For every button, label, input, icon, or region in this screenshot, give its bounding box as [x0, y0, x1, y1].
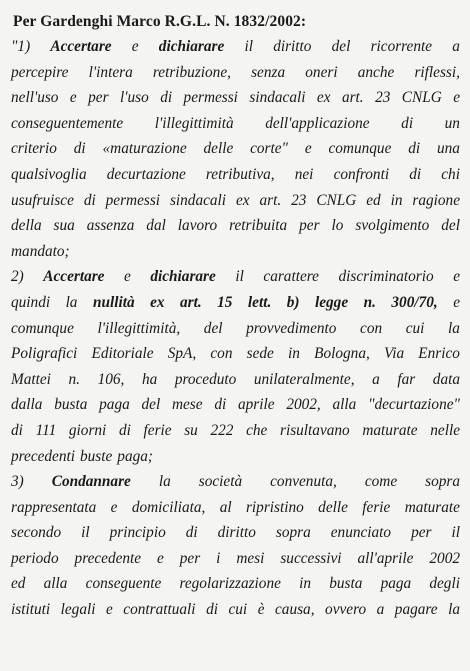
word: 23 [375, 89, 391, 107]
word: secondo [11, 524, 62, 542]
word: delle [318, 498, 348, 516]
word: retribuita [229, 217, 288, 235]
word: pagare [394, 601, 438, 619]
word: e [105, 601, 113, 619]
word: dell'applicazione [265, 114, 370, 132]
bold-word: dichiarare [158, 38, 225, 55]
word: l'intera [88, 63, 133, 81]
bold-word: dichiarare [150, 268, 216, 286]
bold-word: legge [314, 293, 349, 311]
word: ex [316, 89, 331, 107]
bold-word: 300/70, [391, 293, 438, 311]
word: diritto [273, 38, 312, 55]
word: Via [383, 345, 405, 363]
word: e [110, 498, 118, 516]
word: CNLG [401, 89, 442, 107]
word: la [65, 293, 78, 311]
text-line [11, 264, 460, 290]
word: data [432, 370, 460, 388]
word: senza [251, 63, 286, 81]
word: legali [60, 601, 96, 619]
word: sindacali [249, 89, 306, 107]
word: svolgimento [355, 217, 430, 235]
word: Poligrafici [11, 345, 78, 363]
word: ed [11, 575, 26, 593]
word: diritto [217, 524, 256, 542]
word: chi [441, 165, 460, 183]
word: paga [380, 575, 412, 593]
word: dalla [11, 396, 43, 414]
word: e [453, 293, 460, 311]
word: Mattei [11, 370, 51, 388]
word: cui [405, 319, 425, 337]
word: all'aprile [357, 549, 414, 567]
word: la [448, 601, 460, 619]
text-line [11, 34, 460, 60]
word: nell'uso [11, 89, 59, 107]
word: confronti [333, 165, 390, 183]
word: il [81, 524, 90, 542]
word: art. [341, 89, 364, 107]
word: maturate [404, 498, 460, 516]
word: criterio [11, 140, 57, 158]
word: conseguente [85, 575, 162, 593]
text-line [11, 367, 460, 393]
word: paga; [117, 447, 153, 465]
word: e [124, 268, 131, 286]
word: ricorrente [370, 38, 433, 55]
word: per [88, 89, 109, 107]
word: maturate [362, 421, 418, 439]
word: sopra [275, 524, 311, 542]
word: percepire [11, 63, 69, 81]
word: in [390, 191, 403, 209]
word: carattere [263, 268, 319, 286]
word: precedente [74, 549, 142, 567]
text-line [11, 341, 460, 367]
word: del [141, 396, 161, 414]
word: 23 [291, 191, 307, 209]
word: di [83, 191, 96, 209]
word: di [214, 396, 227, 414]
word: è [257, 601, 265, 619]
word: retributiva, [205, 165, 275, 183]
word: usufruisce [11, 191, 74, 209]
word: nei [294, 165, 314, 183]
word: principio [109, 524, 166, 542]
bold-word: 15 [217, 293, 233, 311]
word: riflessi, [414, 63, 460, 81]
word: cui [228, 601, 248, 619]
word: successivi [280, 549, 342, 567]
word: quindi [11, 293, 51, 311]
text-line [11, 392, 460, 418]
word: "decurtazione" [368, 396, 460, 414]
word: Bologna, [314, 345, 370, 363]
word: di [408, 140, 421, 158]
word: alla [332, 396, 357, 414]
text-line [11, 444, 460, 470]
word: «maturazione [102, 140, 187, 158]
document-heading: Per Gardenghi Marco R.G.L. N. 1832/2002: [13, 13, 307, 30]
word: CNLG [316, 191, 357, 209]
word: a [452, 38, 460, 55]
text-line [11, 495, 460, 521]
word: di [160, 89, 173, 107]
word: di [11, 421, 23, 439]
text-line [11, 520, 460, 546]
word: di [206, 601, 218, 619]
word: del [441, 217, 460, 235]
word: far [397, 370, 416, 388]
word: ripristino [245, 498, 304, 516]
word: regolarizzazione [179, 575, 281, 593]
word: società [198, 473, 243, 491]
text-line [11, 239, 460, 265]
word: ferie [143, 421, 172, 439]
word: di [118, 421, 131, 439]
word: ed [366, 191, 381, 209]
word: 2002, [286, 396, 321, 414]
bold-word: lett. [247, 293, 272, 311]
bold-word: nullità [92, 293, 135, 311]
text-line [11, 136, 460, 162]
word: l'illegittimità, [97, 319, 181, 337]
word: di [73, 140, 86, 158]
word: a [372, 370, 380, 388]
word: paga [99, 396, 130, 414]
word: comunque [11, 319, 74, 337]
word: proceduto [174, 370, 237, 388]
bold-word: n. [363, 293, 376, 311]
word: comunque [328, 140, 392, 158]
word: art. [259, 191, 282, 209]
word: conseguentemente [11, 114, 124, 132]
word: un [444, 114, 460, 132]
word: permessi [105, 191, 161, 209]
word: assenza [86, 217, 135, 235]
word: convenuta, [270, 473, 337, 491]
word: Editoriale [91, 345, 154, 363]
word: su [184, 421, 198, 439]
bold-word: ex [150, 293, 165, 311]
word: Enrico [418, 345, 460, 363]
word: l'uso [119, 89, 149, 107]
word: permessi [183, 89, 238, 107]
text-line [11, 213, 460, 239]
bold-word: art. [180, 293, 202, 311]
word: buste [80, 447, 113, 465]
word: SpA, [167, 345, 197, 363]
word: e [304, 140, 312, 158]
bold-word: Condannare [51, 473, 131, 491]
text-line [11, 469, 460, 495]
text-line [11, 60, 460, 86]
word: oneri [305, 63, 338, 81]
word: retribuzione, [152, 63, 231, 81]
text-line [11, 85, 460, 111]
bold-word: Accertare [43, 268, 105, 286]
word: degli [429, 575, 460, 593]
word: ragione [412, 191, 460, 209]
word: precedenti [11, 447, 75, 465]
word: in [299, 575, 311, 593]
word: 2) [11, 268, 24, 286]
word: delle [203, 140, 234, 158]
word: qualsivoglia [11, 165, 87, 183]
word: del [331, 38, 351, 55]
word: l'illegittimità [154, 114, 234, 132]
word: risultavano [280, 421, 350, 439]
word: di [401, 114, 414, 132]
word: 106, [97, 370, 125, 388]
word: una [436, 140, 460, 158]
word: 2002 [429, 549, 460, 567]
word: lavoro [177, 217, 218, 235]
bold-word: Accertare [50, 38, 112, 55]
word: alla [43, 575, 68, 593]
word: la [158, 473, 171, 491]
word: "1) [11, 38, 31, 55]
word: 222 [210, 421, 234, 439]
text-line [11, 290, 460, 316]
word: 111 [35, 421, 57, 439]
word: per [299, 217, 320, 235]
text-line [11, 546, 460, 572]
word: con [210, 345, 233, 363]
document-body [11, 34, 460, 623]
text-line [11, 597, 460, 623]
word: sindacali [169, 191, 227, 209]
bold-word: b) [286, 293, 300, 311]
word: in [288, 345, 300, 363]
word: ovvero [325, 601, 367, 619]
word: aprile [238, 396, 275, 414]
word: busta [54, 396, 88, 414]
word: provvedimento [246, 319, 337, 337]
word: periodo [11, 549, 59, 567]
word: e [453, 268, 460, 286]
word: per [411, 524, 432, 542]
word: i [216, 549, 221, 567]
word: giorni [68, 421, 107, 439]
word: 3) [11, 473, 24, 491]
word: ferie [362, 498, 391, 516]
text-line [11, 418, 460, 444]
word: nelle [430, 421, 460, 439]
word: contrattuali [123, 601, 196, 619]
word: ha [141, 370, 158, 388]
word: di [409, 165, 422, 183]
word: il [235, 268, 244, 286]
word: enunciato [330, 524, 392, 542]
text-line [11, 111, 460, 137]
word: domiciliata, [131, 498, 206, 516]
text-line [11, 162, 460, 188]
word: di [185, 524, 198, 542]
word: busta [329, 575, 363, 593]
word: il [244, 38, 253, 55]
word: rappresentata [11, 498, 97, 516]
word: mesi [236, 549, 265, 567]
word: del [203, 319, 223, 337]
word: la [448, 319, 460, 337]
word: decurtazione [106, 165, 186, 183]
word: e [453, 89, 460, 107]
word: anche [357, 63, 395, 81]
word: per [179, 549, 201, 567]
word: corte" [250, 140, 288, 158]
word: a [376, 601, 385, 619]
word: con [360, 319, 383, 337]
word: istituti [11, 601, 51, 619]
word: e [69, 89, 77, 107]
word: e [131, 38, 139, 55]
word: mandato; [11, 242, 70, 260]
word: n. [68, 370, 80, 388]
word: il [451, 524, 460, 542]
text-line [11, 571, 460, 597]
text-line [11, 316, 460, 342]
word: sede [246, 345, 274, 363]
word: sua [53, 217, 75, 235]
word: al [219, 498, 232, 516]
word: lo [331, 217, 344, 235]
word: unilateralmente, [253, 370, 355, 388]
word: della [11, 217, 42, 235]
word: ex [235, 191, 250, 209]
word: causa, [275, 601, 315, 619]
word: come [364, 473, 398, 491]
word: mese [171, 396, 203, 414]
word: e [157, 549, 164, 567]
word: dal [146, 217, 166, 235]
word: discriminatorio [338, 268, 434, 286]
text-line [11, 188, 460, 214]
word: che [246, 421, 268, 439]
word: sopra [425, 473, 460, 491]
